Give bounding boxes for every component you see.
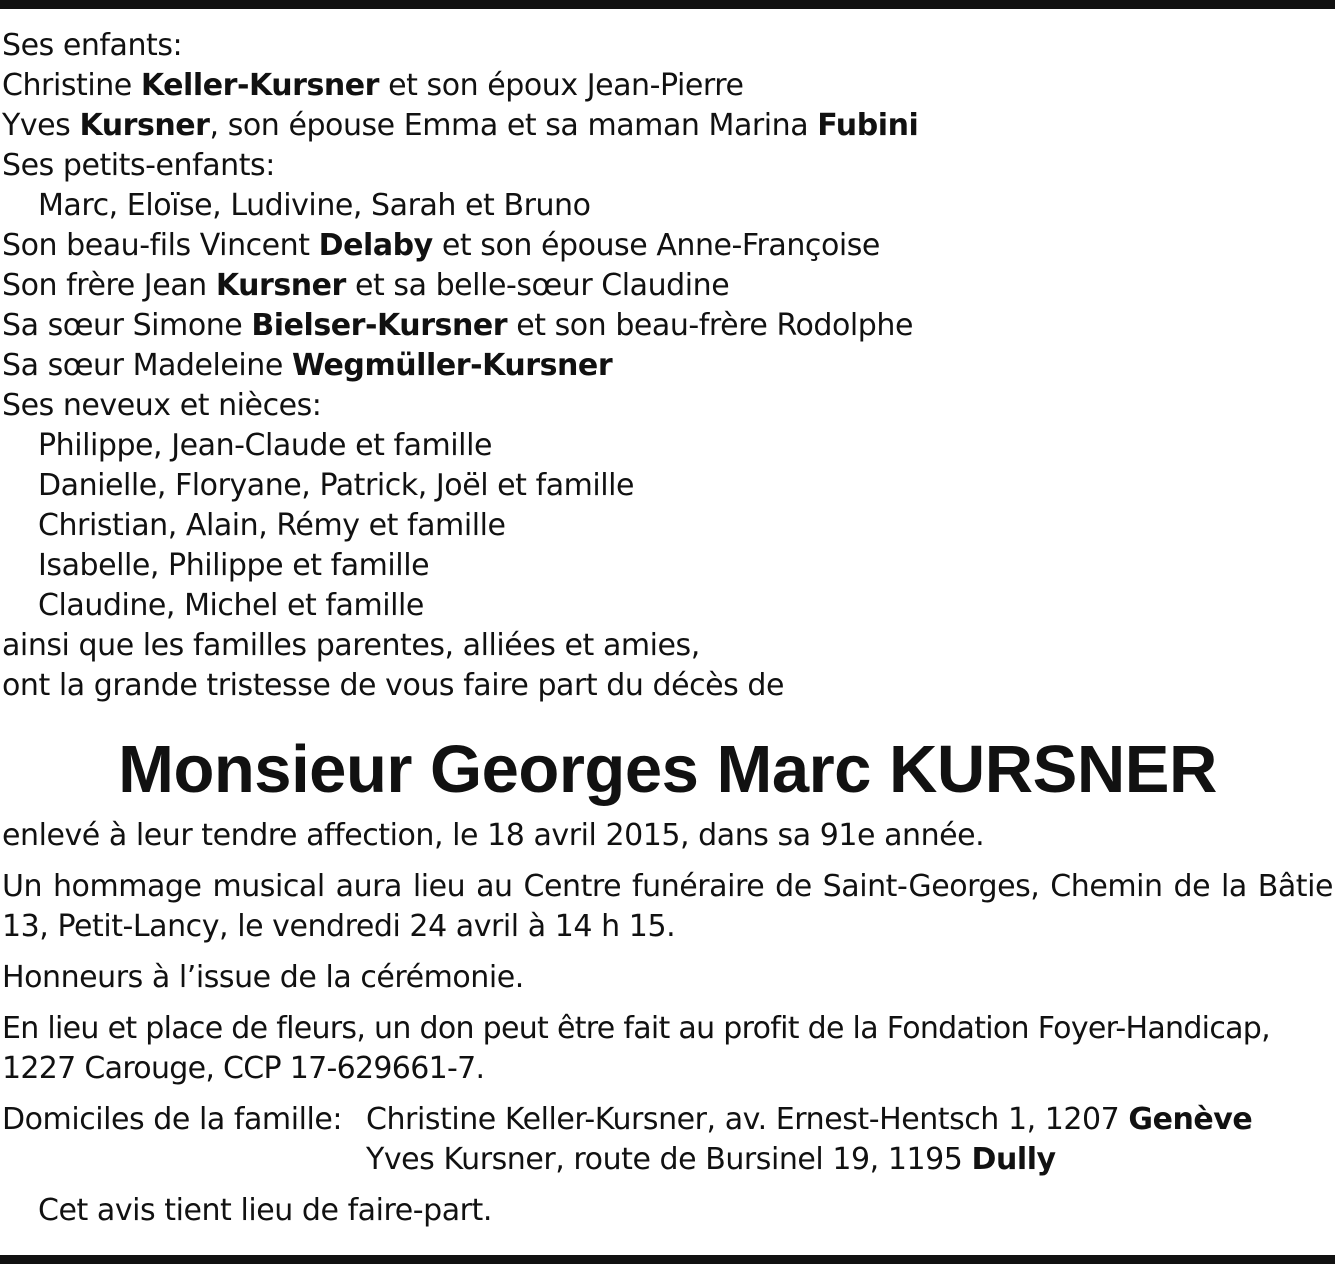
nephews-heading: Ses neveux et nièces: <box>2 388 322 423</box>
closing-note: Cet avis tient lieu de faire-part. <box>38 1193 492 1228</box>
nephew-family-line: Isabelle, Philippe et famille <box>38 548 430 583</box>
donation-paragraph: En lieu et place de fleurs, un don peut être fait au profit de la Fondation Foyer-Handicap, 1227 Carouge, CCP 17-629661-7. <box>2 1011 1270 1086</box>
surname: Fubini <box>817 108 919 143</box>
family-line-sister2: Sa sœur Madeleine Wegmüller-Kursner <box>2 348 613 383</box>
surname: Delaby <box>318 228 433 263</box>
city: Dully <box>971 1142 1056 1177</box>
bottom-border-rule <box>0 1255 1335 1264</box>
surname: Bielser-Kursner <box>251 308 508 343</box>
obituary-notice <box>2 26 1333 1231</box>
honours-line: Honneurs à l’issue de la cérémonie. <box>2 960 524 995</box>
nephew-family-line: Claudine, Michel et famille <box>38 588 424 623</box>
family-line-stepson: Son beau-fils Vincent Delaby et son épouse Anne-Françoise <box>2 228 880 263</box>
ceremony-paragraph: Un hommage musical aura lieu au Centre funéraire de Saint-Georges, Chemin de la Bâtie 13, Petit-Lancy, le vendredi 24 avril à 14 h 15. <box>2 869 1333 944</box>
surname: Keller-Kursner <box>140 68 380 103</box>
families-line: ainsi que les familles parentes, alliées et amies, <box>2 628 700 663</box>
top-border-rule <box>0 0 1335 9</box>
death-date-line: enlevé à leur tendre affection, le 18 avril 2015, dans sa 91e année. <box>2 818 985 853</box>
children-heading: Ses enfants: <box>2 28 183 63</box>
domicile-address: Yves Kursner, route de Bursinel 19, 1195 Dully <box>366 1142 1056 1177</box>
family-line-child1: Christine Keller-Kursner et son époux Jean-Pierre <box>2 68 744 103</box>
nephew-family-line: Philippe, Jean-Claude et famille <box>38 428 492 463</box>
surname: Wegmüller-Kursner <box>291 348 613 383</box>
grandchildren-names: Marc, Eloïse, Ludivine, Sarah et Bruno <box>38 188 591 223</box>
domicile-row <box>2 1140 1333 1180</box>
domiciles-label: Domiciles de la famille: <box>2 1102 343 1137</box>
domicile-row <box>2 1100 1333 1140</box>
domiciles-block <box>2 1100 1333 1180</box>
family-line-brother: Son frère Jean Kursner et sa belle-sœur Claudine <box>2 268 730 303</box>
domicile-address: Christine Keller-Kursner, av. Ernest-Hentsch 1, 1207 Genève <box>366 1102 1253 1137</box>
city: Genève <box>1128 1102 1253 1137</box>
deceased-name: Monsieur Georges Marc KURSNER <box>118 732 1217 807</box>
announcement-line: ont la grande tristesse de vous faire part du décès de <box>2 668 785 703</box>
nephew-family-line: Christian, Alain, Rémy et famille <box>38 508 506 543</box>
grandchildren-heading: Ses petits-enfants: <box>2 148 275 183</box>
surname: Kursner <box>215 268 346 303</box>
surname: Kursner <box>79 108 210 143</box>
nephew-family-line: Danielle, Floryane, Patrick, Joël et famille <box>38 468 635 503</box>
family-line-child2: Yves Kursner, son épouse Emma et sa maman Marina Fubini <box>2 108 919 143</box>
family-line-sister1: Sa sœur Simone Bielser-Kursner et son beau-frère Rodolphe <box>2 308 913 343</box>
